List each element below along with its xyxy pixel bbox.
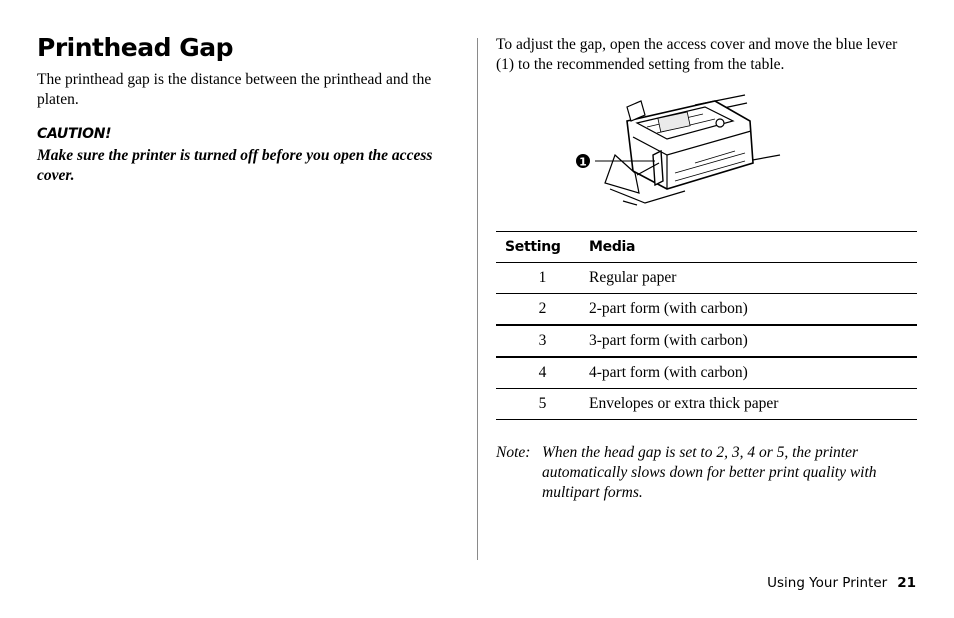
table-row bbox=[496, 294, 917, 326]
media-cell: Envelopes or extra thick paper bbox=[589, 389, 917, 420]
printhead-lever-illustration bbox=[575, 93, 785, 213]
table-row bbox=[496, 357, 917, 389]
media-cell: Regular paper bbox=[589, 263, 917, 294]
column-header-media: Media bbox=[589, 232, 917, 263]
gap-settings-table bbox=[496, 231, 917, 420]
intro-paragraph: The printhead gap is the distance between the printhead and the platen. bbox=[37, 71, 432, 108]
footer-section-title: Using Your Printer bbox=[767, 575, 888, 591]
setting-cell: 5 bbox=[496, 389, 589, 420]
note-text: When the head gap is set to 2, 3, 4 or 5, the printer automatically slows down for better print quality with multipart forms. bbox=[542, 444, 877, 501]
page-footer bbox=[767, 575, 916, 591]
right-column bbox=[496, 35, 917, 501]
column-header-setting: Setting bbox=[496, 232, 589, 263]
table-row bbox=[496, 325, 917, 357]
adjust-instructions: To adjust the gap, open the access cover and move the blue lever (1) to the recommended setting from the table. bbox=[496, 36, 898, 73]
media-cell: 3-part form (with carbon) bbox=[589, 325, 917, 357]
page-title: Printhead Gap bbox=[37, 33, 233, 62]
setting-cell: 3 bbox=[496, 325, 589, 357]
left-column bbox=[37, 32, 462, 186]
media-cell: 4-part form (with carbon) bbox=[589, 357, 917, 389]
caution-text: Make sure the printer is turned off before you open the access cover. bbox=[37, 147, 433, 184]
setting-cell: 4 bbox=[496, 357, 589, 389]
note-block bbox=[496, 443, 917, 503]
page-number: 21 bbox=[897, 575, 916, 591]
caution-heading: CAUTION! bbox=[37, 126, 112, 142]
callout-number: 1 bbox=[579, 155, 587, 169]
table-row bbox=[496, 389, 917, 420]
setting-cell: 1 bbox=[496, 263, 589, 294]
table-row bbox=[496, 263, 917, 294]
note-label: Note: bbox=[496, 444, 531, 461]
column-divider bbox=[477, 38, 478, 560]
media-cell: 2-part form (with carbon) bbox=[589, 294, 917, 326]
printer-drawing bbox=[575, 93, 785, 213]
setting-cell: 2 bbox=[496, 294, 589, 326]
